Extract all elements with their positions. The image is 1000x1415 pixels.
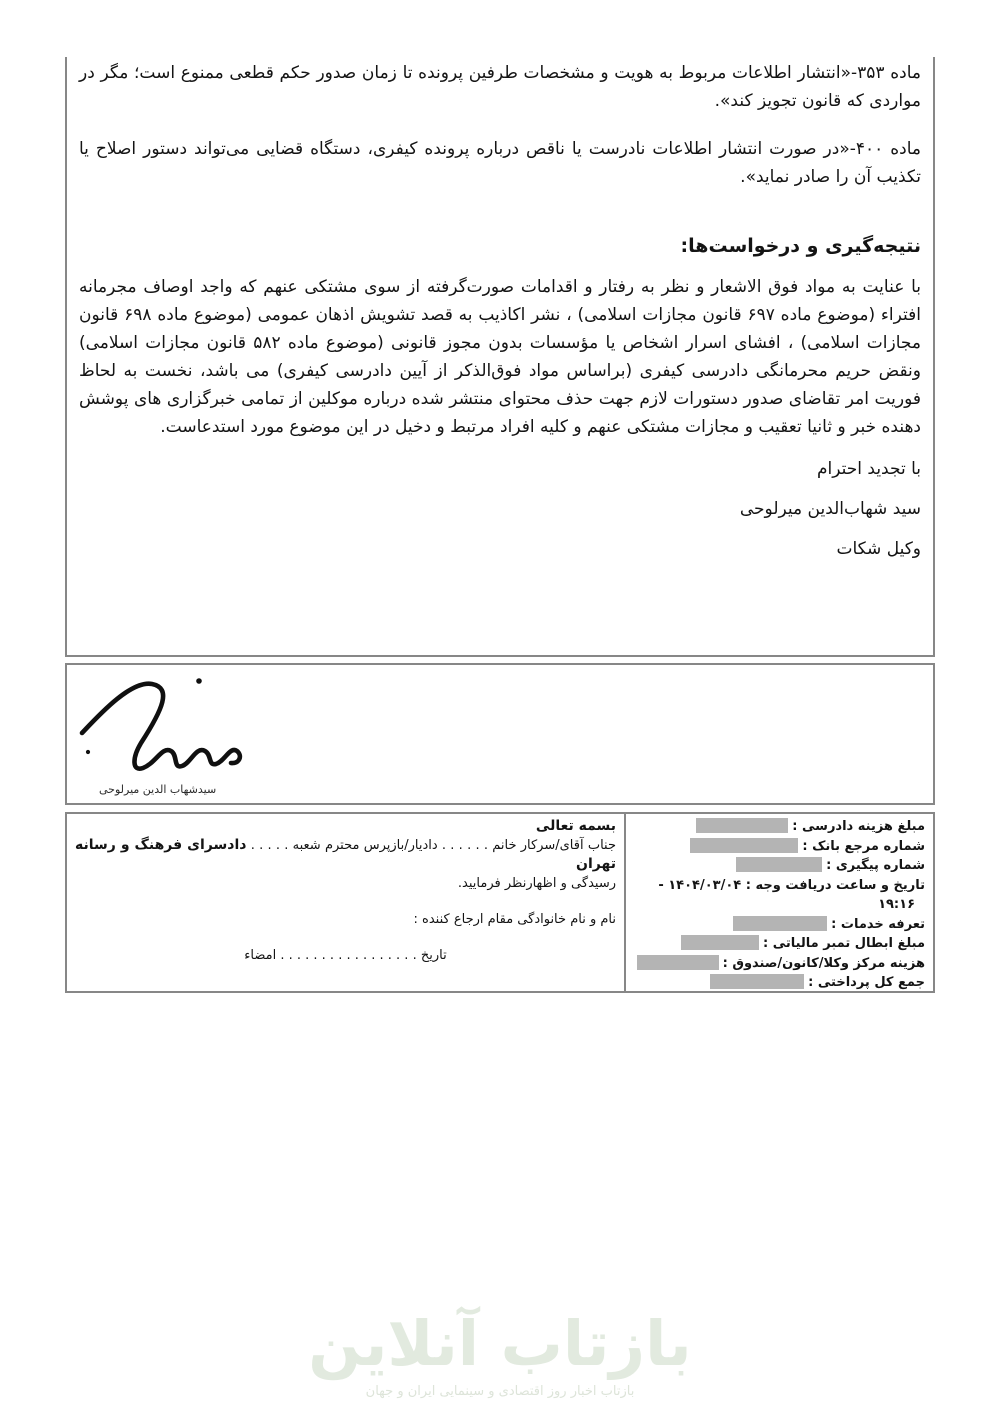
payment-receipt-panel <box>624 814 933 991</box>
redaction-box <box>637 955 719 970</box>
redaction-box <box>710 974 804 989</box>
fee-label: مبلغ هزینه دادرسی : <box>792 819 925 834</box>
fee-row-tax-stamp <box>634 934 925 954</box>
article-353-paragraph: ماده ۳۵۳-«انتشار اطلاعات مربوط به هویت و مشخصات طرفین پرونده تا زمان صدور حکم قطعی ممنوع است؛ مگر در مواردی که قانون تجویز کند». <box>79 63 921 111</box>
referral-panel <box>67 814 624 991</box>
fee-row-payment-datetime <box>634 876 925 896</box>
redaction-box <box>681 935 759 950</box>
addressee-normal-text: جناب آقای/سرکار خانم . . . . . . دادیار/بازپرس محترم شعبه . . . . . <box>246 838 617 853</box>
watermark-logo-text: بازتاب آنلاین <box>308 1307 692 1380</box>
redaction-box <box>690 838 798 853</box>
redaction-box <box>736 857 822 872</box>
handwritten-signature-icon <box>77 671 277 781</box>
redaction-box <box>733 916 827 931</box>
signature-caption: سیدشهاب الدین میرلوحی <box>99 783 217 796</box>
instruction-line: رسیدگی و اظهارنظر فرمایید. <box>457 876 616 891</box>
closing-role: وکیل شکات <box>836 539 921 559</box>
fee-row-tracking-number <box>634 856 925 876</box>
addressee-line <box>75 836 616 874</box>
fee-label: شماره مرجع بانک : <box>802 838 925 854</box>
redaction-box <box>696 818 788 833</box>
conclusion-heading: نتیجه‌گیری و درخواست‌ها: <box>680 235 921 257</box>
news-site-watermark <box>0 1308 1000 1399</box>
closing-salutation: با تجدید احترام <box>817 459 921 479</box>
fee-label: جمع کل پرداختی : <box>808 975 925 990</box>
fee-row-court-cost <box>634 817 925 837</box>
fee-row-total-paid <box>634 973 925 993</box>
fee-label: مبلغ ابطال تمبر مالیاتی : <box>762 936 925 951</box>
addressee-prosecutor-office: دادسرای فرهنگ و رسانه تهران <box>75 837 616 872</box>
referral-payment-form <box>65 812 935 993</box>
conclusion-paragraph: با عنایت به مواد فوق الاشعار و نظر به رفتار و اقدامات صورت‌گرفته از سوی مشتکی عنهم که واجد اوصاف مجرمانه افتراء (موضوع ماده ۶۹۷ قانون مجازات اسلامی) ، نشر اکاذیب به قصد تشویش اذهان عمومی (موضوع ماده ۶۹۸ قانون مجازات اسلامی) ، افشای اسرار اشخاص یا مؤسسات بدون مجوز قانونی (موضوع ماده ۵۸۲ قانون مجازات اسلامی) ونقض حریم محرمانگی دادرسی کیفری (براساس مواد فوق‌الذکر از آیین دادرسی کیفری) می باشد، نخست به لحاظ فوریت امر تقاضای صدور دستورات لازم جهت حذف محتوای منتشر شده درباره موکلین از تمامی خبرگزاری های پوشش دهنده خبر و ثانیا تعقیب و مجازات مشتکی عنهم و کلیه افراد مرتبط و دخیل در این موضوع مورد استدعاست. <box>79 277 922 437</box>
article-400-paragraph: ماده ۴۰۰-«در صورت انتشار اطلاعات نادرست یا ناقص درباره پرونده کیفری، دستگاه قضایی می‌تواند دستور اصلاح یا تکذیب آن را صادر نماید». <box>79 139 921 187</box>
fee-label: شماره پیگیری : <box>826 858 925 873</box>
fee-label: تاریخ و ساعت دریافت وجه : ۱۴۰۴/۰۳/۰۴ - <box>658 877 925 893</box>
fee-label: تعرفه خدمات : <box>831 916 925 932</box>
fee-row-bar-association <box>634 954 925 974</box>
date-and-signature-line: تاریخ . . . . . . . . . . . . . . . . . امضاء <box>244 948 447 963</box>
letter-body-box <box>65 57 935 657</box>
fee-row-bank-ref <box>634 837 925 857</box>
payment-time: ۱۹:۱۶ <box>878 897 915 912</box>
besmele-heading: بسمه تعالی <box>535 818 616 834</box>
closing-name: سید شهاب‌الدین میرلوحی <box>739 499 921 519</box>
fee-label: هزینه مرکز وکلا/کانون/صندوق : <box>722 955 925 971</box>
watermark-tagline: بازتاب اخبار روز اقتصادی و سینمایی ایران و جهان <box>365 1384 635 1399</box>
signature-box <box>65 663 935 805</box>
referrer-name-label: نام و نام خانوادگی مقام ارجاع کننده : <box>413 912 616 927</box>
fee-row-service-tariff <box>634 915 925 935</box>
